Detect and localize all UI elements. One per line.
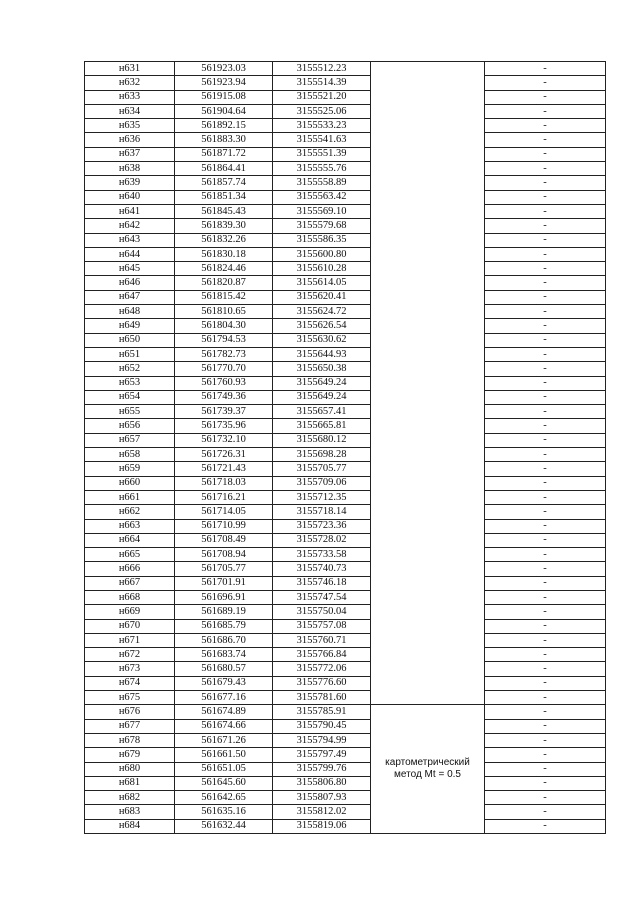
y-coordinate-cell: 3155551.39 <box>273 147 371 161</box>
point-name-cell: н660 <box>85 476 175 490</box>
method-cell-empty <box>371 62 485 705</box>
table-row <box>85 133 606 147</box>
note-cell: - <box>485 76 606 90</box>
point-name-cell: н679 <box>85 748 175 762</box>
note-cell: - <box>485 791 606 805</box>
y-coordinate-cell: 3155747.54 <box>273 590 371 604</box>
note-cell: - <box>485 319 606 333</box>
point-name-cell: н657 <box>85 433 175 447</box>
point-name-cell: н667 <box>85 576 175 590</box>
x-coordinate-cell: 561832.26 <box>175 233 273 247</box>
point-name-cell: н650 <box>85 333 175 347</box>
table-row <box>85 733 606 747</box>
y-coordinate-cell: 3155799.76 <box>273 762 371 776</box>
y-coordinate-cell: 3155586.35 <box>273 233 371 247</box>
note-cell: - <box>485 676 606 690</box>
point-name-cell: н637 <box>85 147 175 161</box>
y-coordinate-cell: 3155776.60 <box>273 676 371 690</box>
x-coordinate-cell: 561645.60 <box>175 776 273 790</box>
y-coordinate-cell: 3155563.42 <box>273 190 371 204</box>
y-coordinate-cell: 3155718.14 <box>273 505 371 519</box>
x-coordinate-cell: 561824.46 <box>175 262 273 276</box>
point-name-cell: н656 <box>85 419 175 433</box>
note-cell: - <box>485 390 606 404</box>
x-coordinate-cell: 561851.34 <box>175 190 273 204</box>
x-coordinate-cell: 561892.15 <box>175 119 273 133</box>
x-coordinate-cell: 561632.44 <box>175 819 273 833</box>
table-row <box>85 648 606 662</box>
y-coordinate-cell: 3155650.38 <box>273 362 371 376</box>
note-cell: - <box>485 119 606 133</box>
point-name-cell: н634 <box>85 104 175 118</box>
note-cell: - <box>485 362 606 376</box>
table-row <box>85 762 606 776</box>
y-coordinate-cell: 3155766.84 <box>273 648 371 662</box>
note-cell: - <box>485 805 606 819</box>
x-coordinate-cell: 561760.93 <box>175 376 273 390</box>
table-row <box>85 633 606 647</box>
note-cell: - <box>485 448 606 462</box>
table-row <box>85 748 606 762</box>
note-cell: - <box>485 247 606 261</box>
y-coordinate-cell: 3155807.93 <box>273 791 371 805</box>
table-row <box>85 362 606 376</box>
x-coordinate-cell: 561770.70 <box>175 362 273 376</box>
table-row <box>85 562 606 576</box>
point-name-cell: н658 <box>85 448 175 462</box>
y-coordinate-cell: 3155569.10 <box>273 204 371 218</box>
table-row <box>85 347 606 361</box>
note-cell: - <box>485 405 606 419</box>
x-coordinate-cell: 561635.16 <box>175 805 273 819</box>
point-name-cell: н678 <box>85 733 175 747</box>
table-row <box>85 233 606 247</box>
note-cell: - <box>485 490 606 504</box>
point-name-cell: н683 <box>85 805 175 819</box>
y-coordinate-cell: 3155579.68 <box>273 219 371 233</box>
note-cell: - <box>485 762 606 776</box>
note-cell: - <box>485 147 606 161</box>
y-coordinate-cell: 3155819.06 <box>273 819 371 833</box>
point-name-cell: н651 <box>85 347 175 361</box>
x-coordinate-cell: 561701.91 <box>175 576 273 590</box>
point-name-cell: н661 <box>85 490 175 504</box>
table-row <box>85 219 606 233</box>
point-name-cell: н647 <box>85 290 175 304</box>
point-name-cell: н631 <box>85 62 175 76</box>
note-cell: - <box>485 533 606 547</box>
x-coordinate-cell: 561674.66 <box>175 719 273 733</box>
note-cell: - <box>485 233 606 247</box>
y-coordinate-cell: 3155757.08 <box>273 619 371 633</box>
x-coordinate-cell: 561904.64 <box>175 104 273 118</box>
y-coordinate-cell: 3155812.02 <box>273 805 371 819</box>
y-coordinate-cell: 3155610.28 <box>273 262 371 276</box>
method-label <box>385 757 470 781</box>
table-row <box>85 305 606 319</box>
x-coordinate-cell: 561680.57 <box>175 662 273 676</box>
x-coordinate-cell: 561804.30 <box>175 319 273 333</box>
x-coordinate-cell: 561689.19 <box>175 605 273 619</box>
x-coordinate-cell: 561815.42 <box>175 290 273 304</box>
note-cell: - <box>485 562 606 576</box>
point-name-cell: н673 <box>85 662 175 676</box>
note-cell: - <box>485 776 606 790</box>
y-coordinate-cell: 3155620.41 <box>273 290 371 304</box>
note-cell: - <box>485 162 606 176</box>
point-name-cell: н645 <box>85 262 175 276</box>
x-coordinate-cell: 561708.94 <box>175 548 273 562</box>
y-coordinate-cell: 3155797.49 <box>273 748 371 762</box>
y-coordinate-cell: 3155733.58 <box>273 548 371 562</box>
point-name-cell: н671 <box>85 633 175 647</box>
x-coordinate-cell: 561714.05 <box>175 505 273 519</box>
table-row <box>85 805 606 819</box>
table-row <box>85 533 606 547</box>
point-name-cell: н652 <box>85 362 175 376</box>
point-name-cell: н666 <box>85 562 175 576</box>
point-name-cell: н675 <box>85 691 175 705</box>
point-name-cell: н674 <box>85 676 175 690</box>
table-row <box>85 590 606 604</box>
coordinates-table-body <box>85 62 606 834</box>
x-coordinate-cell: 561839.30 <box>175 219 273 233</box>
y-coordinate-cell: 3155558.89 <box>273 176 371 190</box>
y-coordinate-cell: 3155740.73 <box>273 562 371 576</box>
note-cell: - <box>485 748 606 762</box>
method-cell <box>371 705 485 834</box>
note-cell: - <box>485 347 606 361</box>
note-cell: - <box>485 433 606 447</box>
note-cell: - <box>485 333 606 347</box>
table-row <box>85 548 606 562</box>
point-name-cell: н655 <box>85 405 175 419</box>
y-coordinate-cell: 3155644.93 <box>273 347 371 361</box>
point-name-cell: н632 <box>85 76 175 90</box>
y-coordinate-cell: 3155750.04 <box>273 605 371 619</box>
point-name-cell: н677 <box>85 719 175 733</box>
table-row <box>85 90 606 104</box>
y-coordinate-cell: 3155657.41 <box>273 405 371 419</box>
x-coordinate-cell: 561705.77 <box>175 562 273 576</box>
point-name-cell: н635 <box>85 119 175 133</box>
y-coordinate-cell: 3155794.99 <box>273 733 371 747</box>
y-coordinate-cell: 3155712.35 <box>273 490 371 504</box>
point-name-cell: н662 <box>85 505 175 519</box>
y-coordinate-cell: 3155785.91 <box>273 705 371 719</box>
table-row <box>85 776 606 790</box>
table-row <box>85 405 606 419</box>
note-cell: - <box>485 62 606 76</box>
coordinates-table <box>84 61 606 834</box>
table-row <box>85 819 606 833</box>
point-name-cell: н663 <box>85 519 175 533</box>
y-coordinate-cell: 3155781.60 <box>273 691 371 705</box>
x-coordinate-cell: 561679.43 <box>175 676 273 690</box>
y-coordinate-cell: 3155728.02 <box>273 533 371 547</box>
x-coordinate-cell: 561661.50 <box>175 748 273 762</box>
point-name-cell: н639 <box>85 176 175 190</box>
x-coordinate-cell: 561677.16 <box>175 691 273 705</box>
note-cell: - <box>485 133 606 147</box>
table-row <box>85 204 606 218</box>
x-coordinate-cell: 561686.70 <box>175 633 273 647</box>
y-coordinate-cell: 3155555.76 <box>273 162 371 176</box>
table-row <box>85 505 606 519</box>
x-coordinate-cell: 561716.21 <box>175 490 273 504</box>
x-coordinate-cell: 561794.53 <box>175 333 273 347</box>
y-coordinate-cell: 3155649.24 <box>273 376 371 390</box>
x-coordinate-cell: 561735.96 <box>175 419 273 433</box>
point-name-cell: н665 <box>85 548 175 562</box>
note-cell: - <box>485 290 606 304</box>
x-coordinate-cell: 561915.08 <box>175 90 273 104</box>
table-row <box>85 791 606 805</box>
x-coordinate-cell: 561810.65 <box>175 305 273 319</box>
point-name-cell: н644 <box>85 247 175 261</box>
table-row <box>85 519 606 533</box>
point-name-cell: н633 <box>85 90 175 104</box>
x-coordinate-cell: 561685.79 <box>175 619 273 633</box>
table-row <box>85 290 606 304</box>
table-row <box>85 176 606 190</box>
y-coordinate-cell: 3155600.80 <box>273 247 371 261</box>
y-coordinate-cell: 3155541.63 <box>273 133 371 147</box>
note-cell: - <box>485 733 606 747</box>
point-name-cell: н643 <box>85 233 175 247</box>
table-row <box>85 247 606 261</box>
point-name-cell: н646 <box>85 276 175 290</box>
note-cell: - <box>485 819 606 833</box>
note-cell: - <box>485 204 606 218</box>
note-cell: - <box>485 719 606 733</box>
x-coordinate-cell: 561883.30 <box>175 133 273 147</box>
x-coordinate-cell: 561923.94 <box>175 76 273 90</box>
y-coordinate-cell: 3155772.06 <box>273 662 371 676</box>
note-cell: - <box>485 705 606 719</box>
table-row <box>85 448 606 462</box>
x-coordinate-cell: 561820.87 <box>175 276 273 290</box>
y-coordinate-cell: 3155630.62 <box>273 333 371 347</box>
note-cell: - <box>485 590 606 604</box>
y-coordinate-cell: 3155626.54 <box>273 319 371 333</box>
note-cell: - <box>485 619 606 633</box>
table-row <box>85 433 606 447</box>
table-row <box>85 490 606 504</box>
table-row <box>85 147 606 161</box>
note-cell: - <box>485 176 606 190</box>
x-coordinate-cell: 561871.72 <box>175 147 273 161</box>
table-row <box>85 376 606 390</box>
y-coordinate-cell: 3155649.24 <box>273 390 371 404</box>
note-cell: - <box>485 190 606 204</box>
x-coordinate-cell: 561864.41 <box>175 162 273 176</box>
y-coordinate-cell: 3155614.05 <box>273 276 371 290</box>
x-coordinate-cell: 561674.89 <box>175 705 273 719</box>
note-cell: - <box>485 648 606 662</box>
note-cell: - <box>485 90 606 104</box>
note-cell: - <box>485 505 606 519</box>
note-cell: - <box>485 576 606 590</box>
x-coordinate-cell: 561721.43 <box>175 462 273 476</box>
point-name-cell: н668 <box>85 590 175 604</box>
x-coordinate-cell: 561749.36 <box>175 390 273 404</box>
point-name-cell: н684 <box>85 819 175 833</box>
note-cell: - <box>485 633 606 647</box>
point-name-cell: н654 <box>85 390 175 404</box>
x-coordinate-cell: 561651.05 <box>175 762 273 776</box>
x-coordinate-cell: 561718.03 <box>175 476 273 490</box>
method-label-line2: метод Mt = 0.5 <box>394 769 461 781</box>
point-name-cell: н640 <box>85 190 175 204</box>
y-coordinate-cell: 3155790.45 <box>273 719 371 733</box>
point-name-cell: н664 <box>85 533 175 547</box>
table-row <box>85 662 606 676</box>
table-row <box>85 576 606 590</box>
table-row <box>85 333 606 347</box>
y-coordinate-cell: 3155698.28 <box>273 448 371 462</box>
point-name-cell: н681 <box>85 776 175 790</box>
table-row <box>85 104 606 118</box>
y-coordinate-cell: 3155680.12 <box>273 433 371 447</box>
x-coordinate-cell: 561923.03 <box>175 62 273 76</box>
point-name-cell: н641 <box>85 204 175 218</box>
y-coordinate-cell: 3155705.77 <box>273 462 371 476</box>
y-coordinate-cell: 3155521.20 <box>273 90 371 104</box>
table-row <box>85 476 606 490</box>
x-coordinate-cell: 561683.74 <box>175 648 273 662</box>
x-coordinate-cell: 561642.65 <box>175 791 273 805</box>
table-row <box>85 319 606 333</box>
x-coordinate-cell: 561782.73 <box>175 347 273 361</box>
point-name-cell: н638 <box>85 162 175 176</box>
note-cell: - <box>485 276 606 290</box>
x-coordinate-cell: 561830.18 <box>175 247 273 261</box>
table-row <box>85 462 606 476</box>
y-coordinate-cell: 3155512.23 <box>273 62 371 76</box>
x-coordinate-cell: 561696.91 <box>175 590 273 604</box>
table-row <box>85 619 606 633</box>
point-name-cell: н680 <box>85 762 175 776</box>
point-name-cell: н649 <box>85 319 175 333</box>
x-coordinate-cell: 561708.49 <box>175 533 273 547</box>
note-cell: - <box>485 376 606 390</box>
table-row <box>85 676 606 690</box>
y-coordinate-cell: 3155760.71 <box>273 633 371 647</box>
table-row <box>85 419 606 433</box>
table-row <box>85 705 606 719</box>
table-row <box>85 119 606 133</box>
point-name-cell: н670 <box>85 619 175 633</box>
x-coordinate-cell: 561732.10 <box>175 433 273 447</box>
y-coordinate-cell: 3155665.81 <box>273 419 371 433</box>
y-coordinate-cell: 3155806.80 <box>273 776 371 790</box>
table-row <box>85 390 606 404</box>
note-cell: - <box>485 104 606 118</box>
note-cell: - <box>485 419 606 433</box>
note-cell: - <box>485 662 606 676</box>
note-cell: - <box>485 305 606 319</box>
note-cell: - <box>485 548 606 562</box>
point-name-cell: н682 <box>85 791 175 805</box>
x-coordinate-cell: 561710.99 <box>175 519 273 533</box>
point-name-cell: н659 <box>85 462 175 476</box>
y-coordinate-cell: 3155514.39 <box>273 76 371 90</box>
table-row <box>85 262 606 276</box>
note-cell: - <box>485 219 606 233</box>
x-coordinate-cell: 561739.37 <box>175 405 273 419</box>
point-name-cell: н642 <box>85 219 175 233</box>
table-row <box>85 719 606 733</box>
point-name-cell: н648 <box>85 305 175 319</box>
point-name-cell: н672 <box>85 648 175 662</box>
x-coordinate-cell: 561845.43 <box>175 204 273 218</box>
note-cell: - <box>485 605 606 619</box>
table-row <box>85 605 606 619</box>
y-coordinate-cell: 3155624.72 <box>273 305 371 319</box>
table-row <box>85 62 606 76</box>
method-label-line1: картометрический <box>385 757 470 769</box>
table-row <box>85 76 606 90</box>
point-name-cell: н676 <box>85 705 175 719</box>
point-name-cell: н669 <box>85 605 175 619</box>
y-coordinate-cell: 3155723.36 <box>273 519 371 533</box>
table-row <box>85 276 606 290</box>
note-cell: - <box>485 262 606 276</box>
x-coordinate-cell: 561726.31 <box>175 448 273 462</box>
y-coordinate-cell: 3155533.23 <box>273 119 371 133</box>
table-row <box>85 691 606 705</box>
y-coordinate-cell: 3155525.06 <box>273 104 371 118</box>
note-cell: - <box>485 519 606 533</box>
table-row <box>85 190 606 204</box>
point-name-cell: н653 <box>85 376 175 390</box>
y-coordinate-cell: 3155746.18 <box>273 576 371 590</box>
note-cell: - <box>485 691 606 705</box>
y-coordinate-cell: 3155709.06 <box>273 476 371 490</box>
point-name-cell: н636 <box>85 133 175 147</box>
table-row <box>85 162 606 176</box>
x-coordinate-cell: 561671.26 <box>175 733 273 747</box>
note-cell: - <box>485 462 606 476</box>
note-cell: - <box>485 476 606 490</box>
x-coordinate-cell: 561857.74 <box>175 176 273 190</box>
